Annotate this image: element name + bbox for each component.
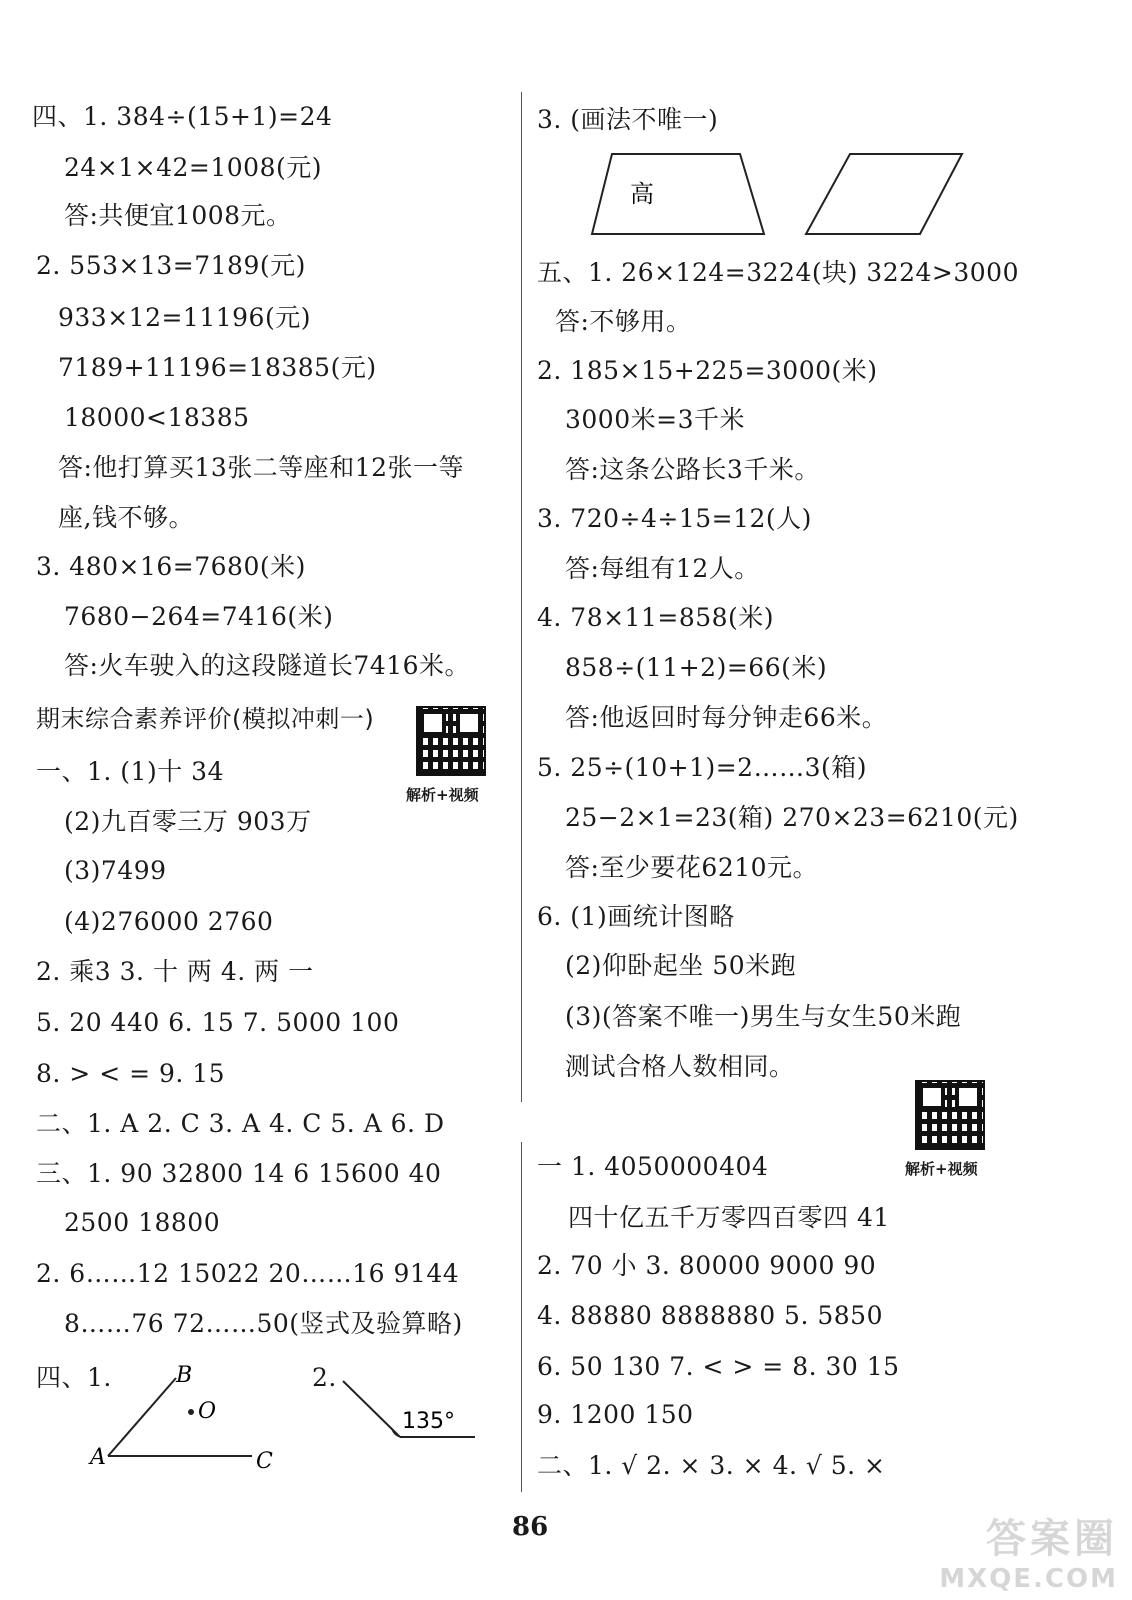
right-s5-q2-answer: 答:这条公路长3千米。	[565, 455, 820, 484]
right-s5-q1-answer: 答:不够用。	[555, 307, 692, 336]
exam-q1-1-line1: 一、1. (1)十 34	[36, 757, 224, 786]
right-n1-1-line2: 四十亿五千万零四百零四 41	[568, 1203, 890, 1232]
exam-q3-2-line1: 2. 6……12 15022 20……16 9144	[36, 1259, 460, 1288]
right-s5-q4-line2: 858÷(11+2)=66(米)	[565, 653, 828, 682]
angle-figure-2	[340, 1376, 485, 1446]
right-s5-q3-line1: 3. 720÷4÷15=12(人)	[537, 504, 812, 533]
right-n1-6-8: 6. 50 130 7. < > = 8. 30 15	[537, 1352, 900, 1381]
right-s5-q6-line3: (3)(答案不唯一)男生与女生50米跑	[565, 1002, 962, 1031]
qr-code-icon[interactable]	[416, 706, 486, 776]
right-s5-q3-answer: 答:每组有12人。	[565, 554, 760, 583]
left-s4-q2-answer-line1: 答:他打算买13张二等座和12张一等	[58, 453, 465, 482]
angle-ray-1	[343, 1381, 400, 1437]
exam-q3-1-line1: 三、1. 90 32800 14 6 15600 40	[36, 1159, 442, 1188]
column-divider-lower	[521, 1142, 522, 1492]
right-s5-q2-line2: 3000米=3千米	[565, 405, 745, 434]
exam-q4-2-label: 2.	[312, 1363, 337, 1392]
angle-value-label: 135°	[402, 1409, 455, 1434]
exam-q1-1-line4: (4)276000 2760	[64, 907, 274, 936]
ray-ab	[108, 1378, 176, 1456]
watermark-line1: 答案圈	[986, 1516, 1118, 1562]
left-s4-q1-line1: 四、1. 384÷(15+1)=24	[32, 102, 333, 131]
right-n2: 二、1. √ 2. × 3. × 4. √ 5. ×	[537, 1451, 886, 1480]
left-s4-q2-answer-line2: 座,钱不够。	[58, 503, 194, 532]
qr-code-icon-right[interactable]	[915, 1080, 985, 1150]
left-s4-q3-line2: 7680−264=7416(米)	[64, 602, 334, 631]
page-number: 86	[512, 1512, 549, 1542]
right-s5-q5-line2: 25−2×1=23(箱) 270×23=6210(元)	[565, 803, 1019, 832]
right-s5-q1-line1: 五、1. 26×124=3224(块) 3224>3000	[537, 258, 1019, 287]
right-s5-q4-line1: 4. 78×11=858(米)	[537, 603, 775, 632]
exam-q4-1-label: 四、1.	[36, 1363, 112, 1392]
parallelogram-shape	[806, 154, 962, 234]
exam-q2: 二、1. A 2. C 3. A 4. C 5. A 6. D	[36, 1109, 445, 1138]
qr-label-right: 解析+视频	[905, 1160, 978, 1178]
right-n1-2-3: 2. 70 小 3. 80000 9000 90	[537, 1251, 877, 1280]
angle-figure-1	[90, 1360, 280, 1480]
label-o: O	[198, 1399, 217, 1424]
left-s4-q3-answer: 答:火车驶入的这段隧道长7416米。	[64, 651, 471, 680]
exam-section-title: 期末综合素养评价(模拟冲刺一)	[36, 705, 375, 733]
exam-q3-1-line2: 2500 18800	[64, 1208, 221, 1237]
left-s4-q2-line3: 7189+11196=18385(元)	[58, 353, 377, 382]
left-s4-q2-line4: 18000<18385	[64, 403, 250, 432]
right-q3: 3. (画法不唯一)	[537, 105, 719, 134]
exam-q1-8-9: 8. > < = 9. 15	[36, 1059, 226, 1088]
left-s4-q2-line2: 933×12=11196(元)	[58, 303, 311, 332]
shapes-figure	[590, 150, 990, 240]
watermark-line2: MXQE.COM	[939, 1564, 1118, 1594]
exam-q1-1-line3: (3)7499	[64, 856, 167, 885]
right-n1-9: 9. 1200 150	[537, 1400, 694, 1429]
height-label: 高	[630, 180, 654, 208]
left-s4-q1-line2: 24×1×42=1008(元)	[64, 153, 323, 182]
exam-q1-2-4: 2. 乘3 3. 十 两 4. 两 一	[36, 957, 314, 986]
right-s5-q2-line1: 2. 185×15+225=3000(米)	[537, 356, 878, 385]
label-a: A	[90, 1445, 106, 1470]
exam-q3-2-line2: 8……76 72……50(竖式及验算略)	[64, 1309, 463, 1338]
qr-label-left: 解析+视频	[406, 786, 479, 804]
right-s5-q6-line4: 测试合格人数相同。	[565, 1052, 795, 1081]
right-s5-q4-answer: 答:他返回时每分钟走66米。	[565, 703, 888, 732]
point-o	[188, 1409, 194, 1415]
right-s5-q5-line1: 5. 25÷(10+1)=2……3(箱)	[537, 753, 867, 782]
right-s5-q5-answer: 答:至少要花6210元。	[565, 853, 819, 882]
column-divider-upper	[521, 92, 522, 1102]
exam-q1-5-7: 5. 20 440 6. 15 7. 5000 100	[36, 1008, 400, 1037]
site-watermark	[939, 1507, 1118, 1594]
exam-q1-1-line2: (2)九百零三万 903万	[64, 807, 312, 836]
right-s5-q6-line2: (2)仰卧起坐 50米跑	[565, 951, 797, 980]
label-b: B	[176, 1363, 193, 1388]
trapezoid-shape	[592, 154, 764, 234]
right-n1-1-line1: 一 1. 4050000404	[537, 1152, 769, 1181]
right-s5-q6-line1: 6. (1)画统计图略	[537, 902, 735, 931]
label-c: C	[256, 1449, 273, 1474]
left-s4-q1-answer: 答:共便宜1008元。	[64, 201, 292, 230]
left-s4-q3-line1: 3. 480×16=7680(米)	[36, 552, 306, 581]
left-s4-q2-line1: 2. 553×13=7189(元)	[36, 251, 306, 280]
right-n1-4-5: 4. 88880 8888880 5. 5850	[537, 1301, 883, 1330]
